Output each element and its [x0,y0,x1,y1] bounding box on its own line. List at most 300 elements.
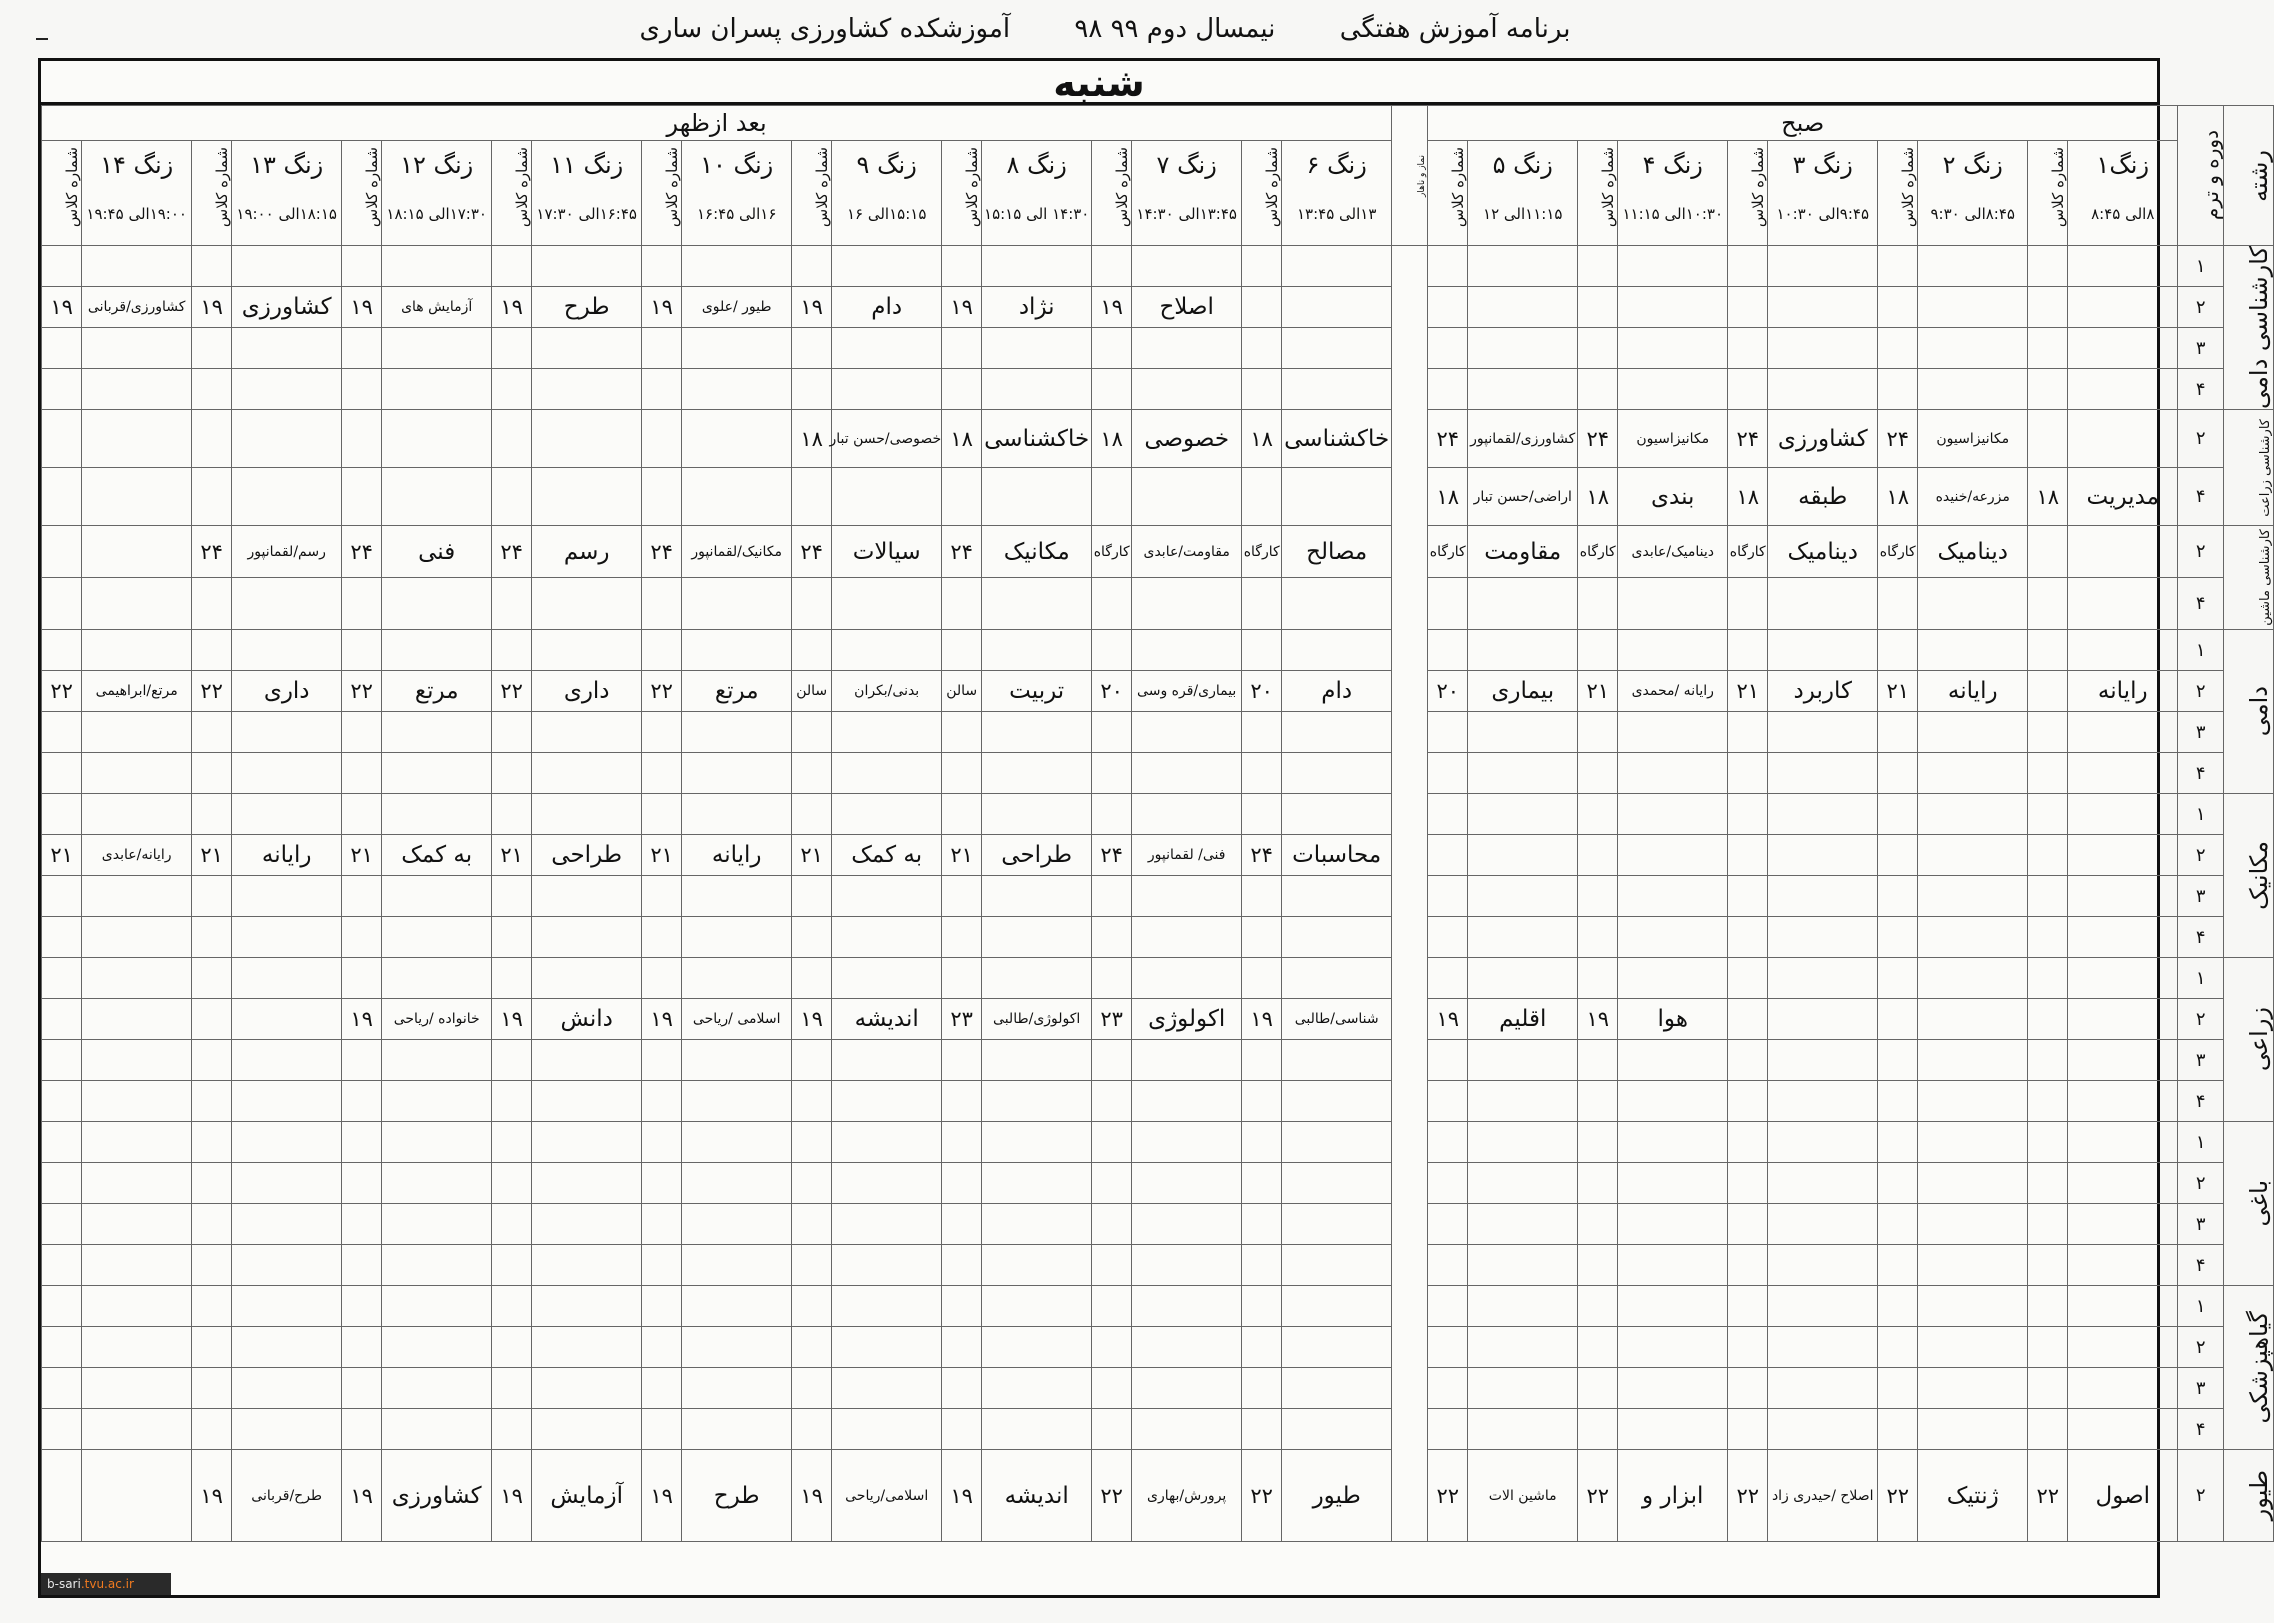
course-cell [2068,246,2178,287]
class-number-label: شماره کلاس [663,147,682,228]
class-number-label: شماره کلاس [2049,147,2068,228]
room-cell: ۲۲ [1878,1450,1918,1542]
room-cell [1728,712,1768,753]
room-cell [42,1450,82,1542]
room-cell [1092,1245,1132,1286]
class-number-header [42,141,82,246]
room-cell [192,328,232,369]
course-cell [1282,1245,1392,1286]
course-cell [682,1368,792,1409]
class-number-header [1242,141,1282,246]
room-cell [1878,1286,1918,1327]
term-cell: ۲ [2178,1327,2224,1368]
room-cell [1092,753,1132,794]
bell-name: زنگ ۲ [1942,151,2003,179]
room-cell [1728,1040,1768,1081]
course-cell [1918,369,2028,410]
course-cell [532,753,642,794]
class-number-label: شماره کلاس [213,147,232,228]
room-cell [342,1122,382,1163]
room-cell [2028,671,2068,712]
course-cell: آزمایش [532,1450,642,1542]
course-cell [2068,958,2178,999]
course-cell [82,1122,192,1163]
course-cell [982,468,1092,526]
course-cell: کشاورزی [382,1450,492,1542]
course-cell [832,753,942,794]
room-cell [1728,246,1768,287]
course-cell [1468,1204,1578,1245]
room-cell [642,369,682,410]
room-cell [792,1163,832,1204]
course-cell [532,246,642,287]
room-cell [642,1409,682,1450]
course-cell [1132,630,1242,671]
day-title: شنبه [41,61,2157,105]
room-cell [192,876,232,917]
schedule-row [42,1409,2274,1450]
room-cell [1242,1409,1282,1450]
major-cell [2224,1450,2274,1542]
bell-time: ۸:۴۵الی ۹:۳۰ [1930,205,2015,223]
class-number-header [2028,141,2068,246]
room-cell: ۱۹ [1578,999,1618,1040]
course-cell [832,876,942,917]
room-cell: ۱۹ [492,1450,532,1542]
bell-time: ۱۵:۱۵الی ۱۶ [846,205,927,223]
room-cell [642,246,682,287]
course-cell [1918,578,2028,630]
course-cell [532,1163,642,1204]
room-cell [1242,917,1282,958]
course-cell [1768,630,1878,671]
room-cell [792,958,832,999]
room-cell [1428,958,1468,999]
room-cell [42,468,82,526]
course-cell: پرورش/بهاری [1132,1450,1242,1542]
course-cell [2068,578,2178,630]
course-cell: خانواده /ریاحی [382,999,492,1040]
room-cell [1092,876,1132,917]
course-cell [382,630,492,671]
course-cell [832,246,942,287]
course-cell [682,246,792,287]
course-cell: رسم [532,526,642,578]
room-cell [1728,999,1768,1040]
room-cell [1428,287,1468,328]
course-cell [1768,1368,1878,1409]
course-cell [1918,917,2028,958]
room-cell [192,712,232,753]
room-cell [792,712,832,753]
course-cell [832,1081,942,1122]
major-cell [2224,246,2274,410]
course-cell [1768,369,1878,410]
course-cell [532,630,642,671]
room-cell [1578,876,1618,917]
room-cell [942,1327,982,1368]
course-cell [1918,287,2028,328]
course-cell [1618,1327,1728,1368]
course-cell [82,328,192,369]
course-cell [1468,287,1578,328]
course-cell [82,1081,192,1122]
course-cell [1618,1163,1728,1204]
room-cell: ۲۱ [942,835,982,876]
room-cell [1242,578,1282,630]
course-cell [2068,753,2178,794]
course-cell: محاسبات [1282,835,1392,876]
room-cell [192,1163,232,1204]
room-cell [792,1368,832,1409]
course-cell: سیالات [832,526,942,578]
course-cell: داری [532,671,642,712]
room-cell [192,917,232,958]
course-cell [832,1204,942,1245]
room-cell [1728,1081,1768,1122]
class-number-header [342,141,382,246]
page-header [40,14,2170,44]
room-cell [42,958,82,999]
room-cell [1878,917,1918,958]
room-cell [1878,630,1918,671]
room-cell: ۲۲ [2028,1450,2068,1542]
course-cell [1132,794,1242,835]
course-cell [2068,1409,2178,1450]
header-group-row [42,106,2274,141]
room-cell [942,578,982,630]
room-cell [42,369,82,410]
room-cell [642,1368,682,1409]
bell-name: زنگ ۱۴ [100,151,174,179]
room-cell: ۱۸ [2028,468,2068,526]
room-cell [42,1081,82,1122]
schedule-row [42,1327,2274,1368]
course-cell [82,917,192,958]
course-cell: رایانه /محمدی [1618,671,1728,712]
course-cell [82,468,192,526]
course-cell [2068,1163,2178,1204]
course-cell [382,1163,492,1204]
room-cell [1578,1040,1618,1081]
course-cell [1132,468,1242,526]
room-cell: کارگاه [1878,526,1918,578]
class-number-header [492,141,532,246]
class-number-header [942,141,982,246]
course-cell [232,410,342,468]
course-cell [2068,835,2178,876]
room-cell: ۱۹ [792,1450,832,1542]
schedule-row [42,917,2274,958]
room-cell: ۲۳ [1092,999,1132,1040]
course-cell [682,1040,792,1081]
class-number-header [1092,141,1132,246]
course-cell [2068,712,2178,753]
course-cell: اندیشه [982,1450,1092,1542]
course-cell [1282,958,1392,999]
bell-header [2068,141,2178,246]
course-cell [1282,578,1392,630]
room-cell [642,794,682,835]
room-cell [1242,876,1282,917]
course-cell [382,246,492,287]
course-cell: خصوصی [1132,410,1242,468]
course-cell [1282,369,1392,410]
course-cell [2068,1368,2178,1409]
course-cell [1132,1409,1242,1450]
room-cell [2028,410,2068,468]
room-cell [942,1245,982,1286]
course-cell [1468,1163,1578,1204]
room-cell: ۲۰ [1092,671,1132,712]
course-cell [1768,1327,1878,1368]
term-cell: ۲ [2178,671,2224,712]
room-cell: ۱۹ [342,1450,382,1542]
course-cell [2068,1204,2178,1245]
course-cell [82,753,192,794]
room-cell [2028,876,2068,917]
course-cell [982,1327,1092,1368]
course-cell [1618,1286,1728,1327]
term-header-label: دوره و ترم [2199,130,2224,221]
room-cell: ۲۴ [942,526,982,578]
term-cell: ۲ [2178,1450,2224,1542]
room-cell [192,630,232,671]
course-cell [1468,578,1578,630]
room-cell [942,1040,982,1081]
room-cell [1428,246,1468,287]
room-cell [1728,1368,1768,1409]
room-cell [792,1204,832,1245]
course-cell: دانش [532,999,642,1040]
room-cell [1578,1368,1618,1409]
bell-time: ۱۶:۴۵الی ۱۷:۳۰ [536,205,637,223]
course-cell [382,753,492,794]
course-cell: اراضی/حسن تبار [1468,468,1578,526]
course-cell [682,794,792,835]
room-cell [1578,712,1618,753]
room-cell [1428,578,1468,630]
schedule-row [42,1040,2274,1081]
course-cell [982,1040,1092,1081]
course-cell: اندیشه [832,999,942,1040]
course-cell [82,712,192,753]
course-cell [82,1409,192,1450]
morning-group: صبح [1428,106,2178,141]
course-cell [1618,1409,1728,1450]
room-cell [1092,328,1132,369]
course-cell [682,917,792,958]
class-number-header [1728,141,1768,246]
schedule-row [42,1122,2274,1163]
room-cell [792,578,832,630]
major-cell [2224,794,2274,958]
bell-time: ۱۸:۱۵الی ۱۹:۰۰ [236,205,337,223]
room-cell [1878,1245,1918,1286]
room-cell [642,1122,682,1163]
course-cell [1468,753,1578,794]
room-cell [942,246,982,287]
course-cell [532,410,642,468]
room-cell [1092,794,1132,835]
schedule-row [42,1163,2274,1204]
room-cell: ۱۹ [492,999,532,1040]
course-cell [232,917,342,958]
room-cell [492,328,532,369]
course-cell: مکانیزاسیون [1918,410,2028,468]
course-cell [2068,876,2178,917]
course-cell [1468,1122,1578,1163]
room-cell [1578,287,1618,328]
room-cell [1578,1122,1618,1163]
schedule-row [42,1286,2274,1327]
course-cell [982,1163,1092,1204]
term-cell: ۲ [2178,410,2224,468]
room-cell [342,917,382,958]
room-cell [642,630,682,671]
course-cell [982,1122,1092,1163]
course-cell [1768,1409,1878,1450]
room-cell [642,1204,682,1245]
course-cell [832,1368,942,1409]
course-cell [982,1081,1092,1122]
bell-header [382,141,492,246]
course-cell [1618,917,1728,958]
course-cell [832,794,942,835]
bell-name: زنگ ۹ [856,151,917,179]
room-cell [492,246,532,287]
course-cell [682,958,792,999]
course-cell [1768,835,1878,876]
lunch-group [1392,106,1428,246]
room-cell [942,712,982,753]
course-cell [982,1286,1092,1327]
course-cell [1618,958,1728,999]
room-cell [192,1081,232,1122]
course-cell [82,999,192,1040]
room-cell [2028,712,2068,753]
room-cell [1878,712,1918,753]
class-number-label: شماره کلاس [1263,147,1282,228]
course-cell: ژنتیک [1918,1450,2028,1542]
room-cell [42,1245,82,1286]
course-cell [82,1286,192,1327]
course-cell [982,328,1092,369]
room-cell [492,958,532,999]
room-cell [1428,1204,1468,1245]
room-cell: ۲۲ [1242,1450,1282,1542]
room-cell [942,876,982,917]
class-number-label: شماره کلاس [1599,147,1618,228]
course-cell: اصول [2068,1450,2178,1542]
room-cell: ۱۹ [342,287,382,328]
room-cell: ۱۸ [1428,468,1468,526]
course-cell: رایانه/عابدی [82,835,192,876]
term-cell: ۳ [2178,1204,2224,1245]
course-cell [2068,917,2178,958]
course-cell: رایانه [232,835,342,876]
room-cell [2028,1327,2068,1368]
major-header-label: رشته [2245,149,2274,202]
course-cell [1618,712,1728,753]
course-cell: مکانیک [982,526,1092,578]
course-cell [832,1163,942,1204]
class-number-header [642,141,682,246]
room-cell [942,1409,982,1450]
course-cell [1468,630,1578,671]
bell-header [532,141,642,246]
course-cell [1768,999,1878,1040]
course-cell: کشاورزی [232,287,342,328]
room-cell: ۲۴ [492,526,532,578]
room-cell [1092,369,1132,410]
course-cell [1618,1204,1728,1245]
course-cell [1768,1040,1878,1081]
course-cell [1132,1163,1242,1204]
room-cell: ۱۹ [642,999,682,1040]
course-cell [1132,328,1242,369]
course-cell [1618,794,1728,835]
bell-time: ۸الی ۸:۴۵ [2091,205,2155,223]
room-cell [1728,1204,1768,1245]
course-cell: ماشین الات [1468,1450,1578,1542]
course-cell: طبقه [1768,468,1878,526]
course-cell [1918,712,2028,753]
room-cell [192,1286,232,1327]
room-cell [2028,794,2068,835]
course-cell [1282,246,1392,287]
course-cell [682,630,792,671]
course-cell: اقلیم [1468,999,1578,1040]
course-cell: مرتع/ابراهیمی [82,671,192,712]
room-cell [1878,578,1918,630]
room-cell [492,794,532,835]
schedule-row [42,630,2274,671]
course-cell [1918,1081,2028,1122]
room-cell [642,1081,682,1122]
room-cell: ۲۱ [342,835,382,876]
room-cell [42,712,82,753]
schedule-row [42,526,2274,578]
course-cell: بیماری [1468,671,1578,712]
room-cell [1728,1163,1768,1204]
room-cell: ۱۸ [1728,468,1768,526]
course-cell [82,526,192,578]
major-label: گیاهپزشکی [2245,1311,2274,1424]
room-cell [942,917,982,958]
room-cell [492,1368,532,1409]
schedule-sheet [38,58,2274,1598]
bell-header [1132,141,1242,246]
course-cell [1918,1327,2028,1368]
course-cell: کشاورزی [1768,410,1878,468]
course-cell [682,1286,792,1327]
bell-time: ۱۱:۱۵الی ۱۲ [1483,205,1563,223]
course-cell [232,876,342,917]
course-cell [682,1327,792,1368]
course-cell [1468,328,1578,369]
room-cell [342,369,382,410]
course-cell [532,369,642,410]
room-cell [1878,1409,1918,1450]
course-cell: رایانه [2068,671,2178,712]
course-cell: اصلاح /حیدری زاد [1768,1450,1878,1542]
course-cell [682,1204,792,1245]
room-cell: کارگاه [1092,526,1132,578]
course-cell [1132,1204,1242,1245]
course-cell [682,410,792,468]
course-cell [382,1245,492,1286]
